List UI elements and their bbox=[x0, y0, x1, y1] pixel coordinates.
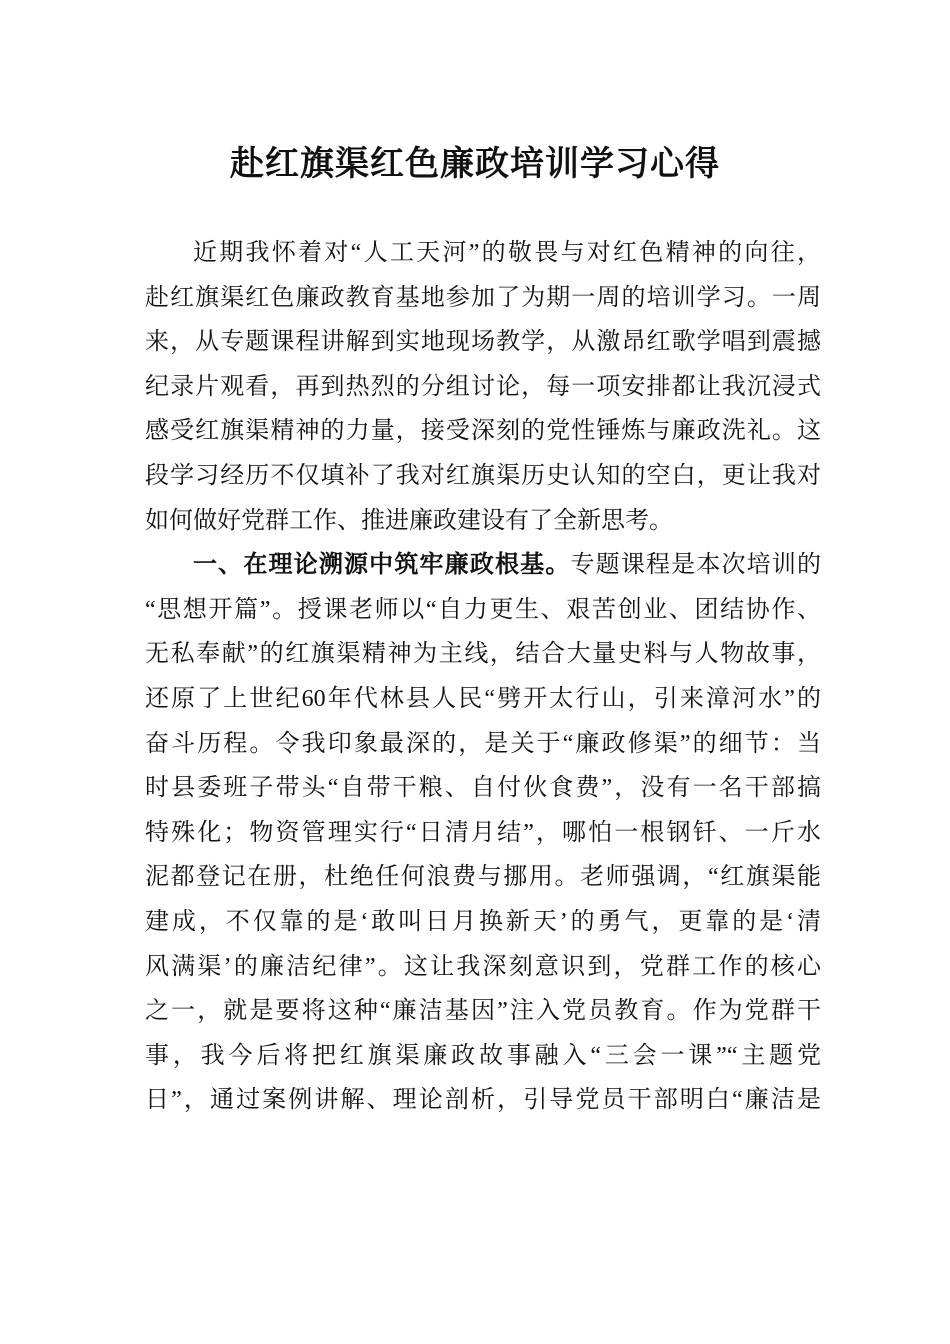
text-line: 赴红旗渠红色廉政教育基地参加了为期一周的培训学习。一周 bbox=[145, 284, 821, 311]
text-line: 纪录片观看，再到热烈的分组讨论，每一项安排都让我沉浸式 bbox=[145, 373, 821, 400]
text-line: “思想开篇”。授课老师以“自力更生、艰苦创业、团结协作、 bbox=[145, 596, 821, 623]
text-line: 泥都登记在册，杜绝任何浪费与挪用。老师强调，“红旗渠能 bbox=[145, 864, 821, 891]
text-line bbox=[145, 543, 821, 588]
text-line: 近期我怀着对“人工天河”的敬畏与对红色精神的向往， bbox=[193, 240, 821, 266]
text-line: 之一，就是要将这种“廉洁基因”注入党员教育。作为党群干 bbox=[145, 998, 821, 1025]
paragraph-section-1 bbox=[145, 543, 821, 1123]
text-line: 感受红旗渠精神的力量，接受深刻的党性锤炼与廉政洗礼。这 bbox=[145, 418, 821, 445]
text-line: 奋斗历程。令我印象最深的，是关于“廉政修渠”的细节：当 bbox=[145, 730, 821, 757]
text-line: 日”，通过案例讲解、理论剖析，引导党员干部明白“廉洁是 bbox=[145, 1087, 821, 1114]
text-line: 时县委班子带头“自带干粮、自付伙食费”，没有一名干部搞 bbox=[145, 775, 821, 802]
text-run: 专题课程是本次培训的 bbox=[570, 552, 821, 579]
text-line: 还原了上世纪60年代林县人民“劈开太行山，引来漳河水”的 bbox=[145, 685, 821, 712]
text-line: 段学习经历不仅填补了我对红旗渠历史认知的空白，更让我对 bbox=[145, 462, 821, 489]
section-heading: 一、在理论溯源中筑牢廉政根基。 bbox=[193, 552, 571, 579]
document-body bbox=[145, 231, 821, 1123]
paragraph-intro bbox=[145, 231, 821, 543]
text-line: 建成，不仅靠的是‘敢叫日月换新天’的勇气，更靠的是‘清 bbox=[145, 908, 821, 935]
text-line: 如何做好党群工作、推进廉政建设有了全新思考。 bbox=[145, 507, 673, 534]
document-title: 赴红旗渠红色廉政培训学习心得 bbox=[230, 146, 720, 183]
text-line: 无私奉献”的红旗渠精神为主线，结合大量史料与人物故事， bbox=[145, 641, 821, 668]
text-line: 风满渠’的廉洁纪律”。这让我深刻意识到，党群工作的核心 bbox=[145, 953, 821, 980]
text-line: 特殊化；物资管理实行“日清月结”，哪怕一根钢钎、一斤水 bbox=[145, 819, 821, 846]
text-line: 事，我今后将把红旗渠廉政故事融入“三会一课”“主题党 bbox=[145, 1042, 821, 1069]
text-line: 来，从专题课程讲解到实地现场教学，从激昂红歌学唱到震撼 bbox=[145, 329, 821, 356]
